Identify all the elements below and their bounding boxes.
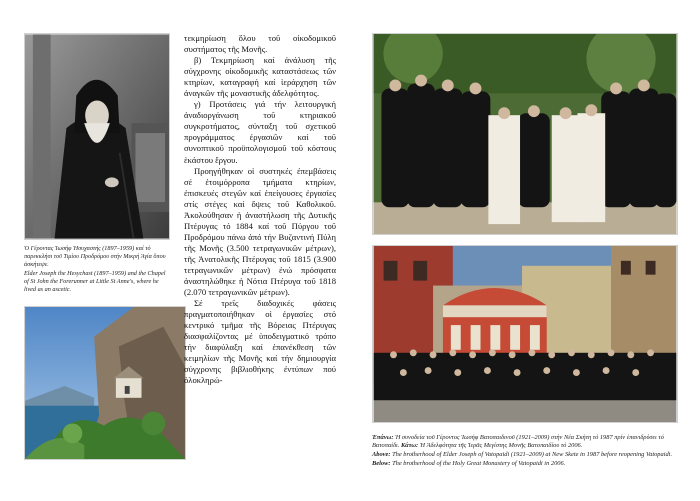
caption-english: Elder Joseph the Hesychast (1897–1959) and the Chapel of St John the Forerunner at Little St Anne's, where he lived as an ascetic.	[24, 270, 166, 293]
paragraph: τεκμηρίωση ὅλου τοῦ οἰκοδομικοῦ συστήματος τῆς Μονῆς.	[184, 33, 336, 55]
elder-portrait-photo	[24, 33, 170, 240]
monks-group-icon	[373, 34, 677, 234]
caption-greek: Ὁ Γέροντας Ἰωσήφ Ἡσυχαστής (1897–1959) καί τό παρεκκλήσι τοῦ Τιμίου Προδρόμου στήν Μικρή Ἁγία ὅπου ἀσκήτεψε.	[24, 245, 166, 268]
left-top-caption	[24, 245, 170, 295]
paragraph: Σέ τρεῖς διαδοχικές φάσεις πραγματοποιήθηκαν οἱ ἐργασίες στό κεντρικό τμῆμα τῆς Βόρειας Πτέρυγας διασφαλίζοντας μέ ὑποδειγματικό τρόπο τήν διαφύλαξη καί ἐπανέκθεση τῶν κειμηλίων τῆς Μονῆς καί τήν δημιουργία σύγχρονης βιβλιοθήκης ἐντύπων πού ὁλοκληρώ-	[184, 298, 336, 386]
brotherhood-courtyard-photo	[372, 245, 678, 423]
caption-label-below: Κάτω:	[401, 442, 419, 450]
left-body-text	[184, 33, 336, 387]
paragraph: β) Τεκμηρίωση καί ἀνάλυση τῆς σύγχρονης οἰκοδομικῆς καταστάσεως τῶν κτηρίων, καταγραφή καί ἱεράρχηση τῶν ἀναγκῶν τῆς μοναστικῆς ἀδελφότητος.	[184, 55, 336, 99]
cliff-chapel-icon	[25, 307, 185, 459]
caption-english	[372, 451, 678, 467]
monks-group-photo	[372, 33, 678, 235]
caption-english-above: The brotherhood of Elder Joseph of Vatopaidi (1921–2009) at New Skete in 1987 before reopening Vatopaidi.	[390, 451, 673, 459]
paragraph: Προηγήθηκαν οἱ συστηκές ἐπεμβάσεις σέ ἑτοιμόρροπα τμήματα κτηρίων, ἐπισκευές στεγῶν καί ἐπείγουσες ἐργασίες στίς στέγες καί ὄψεις τοῦ Καθολικοῦ. Ἀκολούθησαν ἡ ἀναστήλωση τῆς Δυτικῆς Πτέρυγας τό 1884 καί τοῦ Πύργου τοῦ Προδρόμου πάνω ἀπό τήν Βυζαντινή Πύλη τῆς Μονῆς (3.500 τετραγωνικῶν μέτρων), τῆς Ἀνατολικῆς Πτέρυγας τοῦ 1815 (3.900 τετραγωνικῶν μέτρων) ἐνώ πρόσφατα ἀναστηλώθηκε ἡ Νότια Πτέρυγα τοῦ 1818 (2.070 τετραγωνικῶν μέτρων).	[184, 165, 336, 298]
caption-english-below: The brotherhood of the Holy Great Monastery of Vatopaidi in 2006.	[390, 459, 566, 467]
cliff-chapel-photo	[24, 306, 186, 460]
elder-portrait-icon	[25, 34, 169, 239]
right-caption	[372, 434, 678, 469]
caption-label-above-en: Above:	[372, 451, 391, 459]
caption-label-above: Ἐπάνω:	[372, 434, 394, 441]
caption-label-below-en: Below:	[372, 459, 391, 467]
caption-greek-below: Ἡ Ἀδελφότητα τῆς Ἱερᾶς Μεγίστης Μονῆς Βατοπαιδίου τό 2006.	[418, 442, 583, 450]
paragraph: γ) Προτάσεις γιά τήν λειτουργική ἀναδιοργάνωση τοῦ κτηριακοῦ συγκροτήματος, σύνταξη τοῦ σχετικοῦ προγράμματος ἐργασιῶν καί τοῦ συνοπτικοῦ προϋπολογισμοῦ τοῦ κόστους ἑκάστου ἔργου.	[184, 99, 336, 165]
caption-greek	[372, 434, 678, 450]
caption-greek-above: Ἡ συνοδεία τοῦ Γέροντος Ἰωσήφ Βατοπαιδινοῦ (1921–2009) στήν Νέα Σκήτη τό 1987 πρίν ἐπανιδρύσει τό Βατοπαίδι.	[372, 434, 664, 450]
brotherhood-courtyard-icon	[373, 246, 677, 422]
